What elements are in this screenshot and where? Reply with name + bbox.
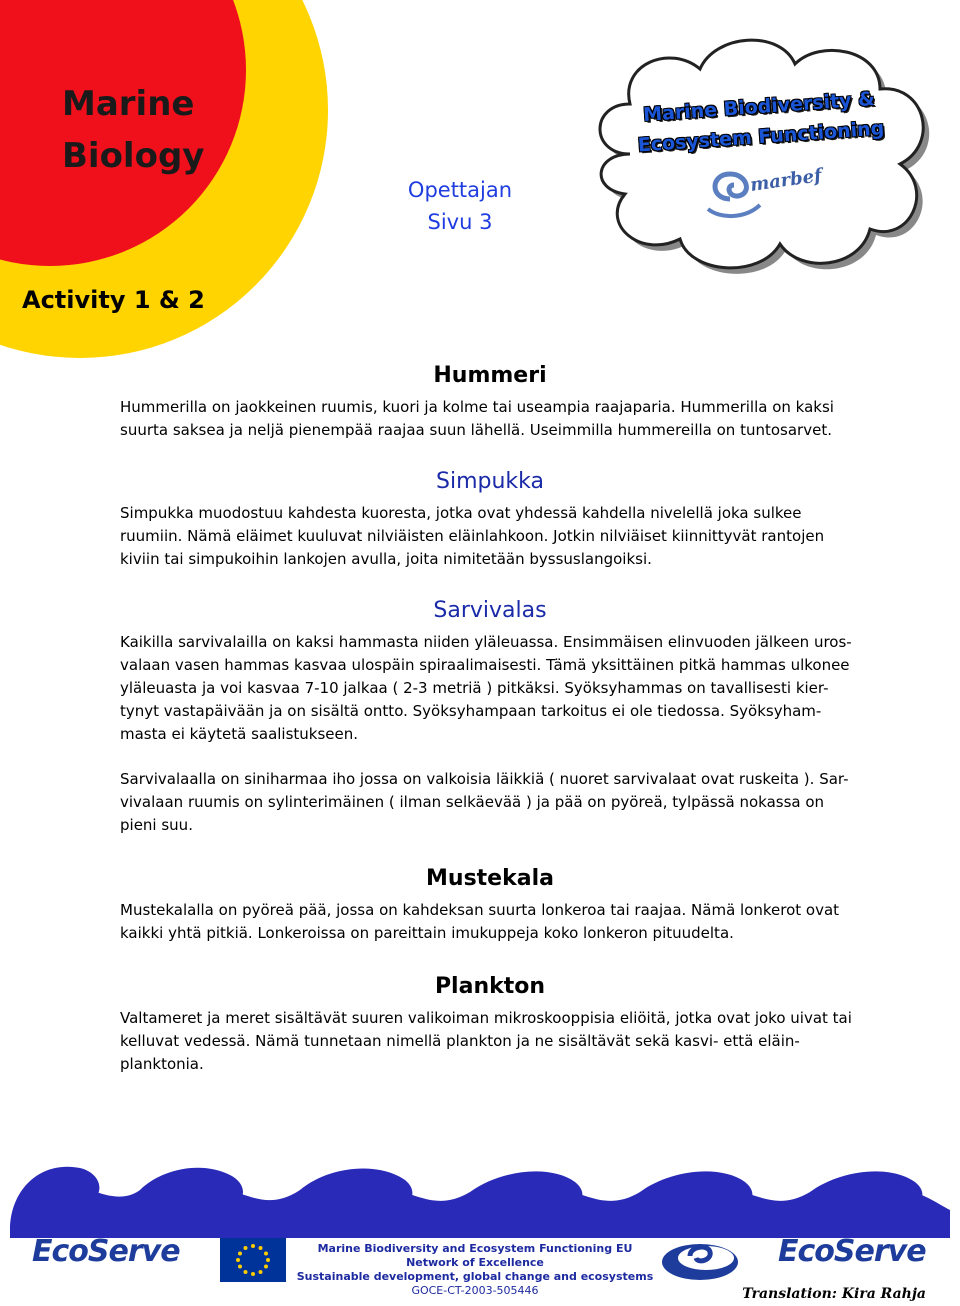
- page-title: [62, 78, 204, 182]
- fp6-logo-icon: [660, 1234, 770, 1284]
- main-content: [120, 360, 860, 1076]
- translation-credit: Translation: Kira Rahja: [742, 1286, 926, 1302]
- section-text-plankton: Valtameret ja meret sisältävät suuren valikoiman mikroskooppisia eliöitä, jotka ovat joko uivat tai kelluvat vedessä. Nämä tunnetaan nimellä plankton ja ne sisältävät sekä kasvi- että eläin-planktonia.: [120, 1009, 852, 1073]
- section-plankton: [120, 971, 860, 1076]
- wave-banner: [0, 1150, 960, 1240]
- teacher-page-label: [390, 174, 530, 238]
- activity-label: Activity 1 & 2: [22, 286, 205, 314]
- section-text-hummeri: Hummerilla on jaokkeinen ruumis, kuori ja kolme tai useampia raajaparia. Hummerilla on kaksi suurta saksea ja neljä pienempää raajaa suun lähellä. Useimmilla hummereilla on tuntosarvet.: [120, 398, 834, 439]
- title-line-2: Biology: [62, 136, 205, 176]
- section-title-simpukka: Simpukka: [436, 469, 544, 494]
- section-sarvivalas: [120, 595, 860, 837]
- cloud-title-line-2: Ecosystem Functioning: [637, 117, 885, 157]
- page-number: Sivu 3: [427, 210, 493, 234]
- section-text-sarvivalas-1: Kaikilla sarvivalailla on kaksi hammasta niiden yläleuassa. Ensimmäisen elinvuoden jälkeen uros-valaan vasen hammas kasvaa ulospäin spiraalimaisesti. Tämä yksittäinen pitkä hammas ulkonee yläleuasta ja voi kasvaa 7-10 jalkaa ( 2-3 metriä ) pitkäksi. Syöksyhammas on tavallisesti kier-tynyt vastapäivään ja on sisältä ontto. Syöksyhampaan tarkoitus ei ole tiedossa. Syöksyham-masta ei käytetä saalistukseen.: [120, 633, 852, 743]
- ecoserve-logo-left: EcoServe: [32, 1234, 180, 1269]
- ecoserve-logo-right: EcoServe: [778, 1234, 926, 1269]
- section-title-hummeri: Hummeri: [433, 363, 547, 388]
- footer-line-1: Marine Biodiversity and Ecosystem Functioning EU Network of Excellence: [317, 1242, 633, 1269]
- eu-flag-icon: [220, 1238, 286, 1282]
- title-line-1: Marine: [62, 84, 195, 124]
- section-title-sarvivalas: Sarvivalas: [433, 598, 547, 623]
- section-text-sarvivalas-2: Sarvivalaalla on siniharmaa iho jossa on valkoisia läikkiä ( nuoret sarvivalaat ovat ruskeita ). Sar-vivalaan ruumis on sylinterimäinen ( ilman selkäevää ) ja pää on pyöreä, tylpässä nokassa on pieni suu.: [120, 770, 849, 834]
- section-simpukka: [120, 466, 860, 571]
- corner-decoration: [0, 0, 330, 370]
- section-mustekala: [120, 863, 860, 945]
- section-title-mustekala: Mustekala: [426, 866, 554, 891]
- footer-info: [290, 1242, 660, 1298]
- cloud-title-line-1: Marine Biodiversity &: [642, 87, 876, 127]
- footer-line-3: GOCE-CT-2003-505446: [411, 1284, 539, 1297]
- footer-line-2: Sustainable development, global change and ecosystems: [296, 1270, 654, 1283]
- section-title-plankton: Plankton: [434, 974, 546, 999]
- section-text-simpukka: Simpukka muodostuu kahdesta kuoresta, jotka ovat yhdessä kahdella nivelellä joka sulkee ruumiin. Nämä eläimet kuuluvat nilviäisten eläinlahkoon. Jotkin nilviäiset kiinnittyvät rantojen kiviin tai simpukoihin lankojen avulla, joita nimitetään byssuslangoiksi.: [120, 504, 825, 568]
- teacher-label: Opettajan: [407, 178, 513, 202]
- section-hummeri: [120, 360, 860, 442]
- section-text-mustekala: Mustekalalla on pyöreä pää, jossa on kahdeksan suurta lonkeroa tai raajaa. Nämä lonkerot ovat kaikki yhtä pitkiä. Lonkeroissa on pareittain imukuppeja koko lonkeron pituudelta.: [120, 901, 840, 942]
- marbef-logo-text: marbef: [748, 165, 824, 196]
